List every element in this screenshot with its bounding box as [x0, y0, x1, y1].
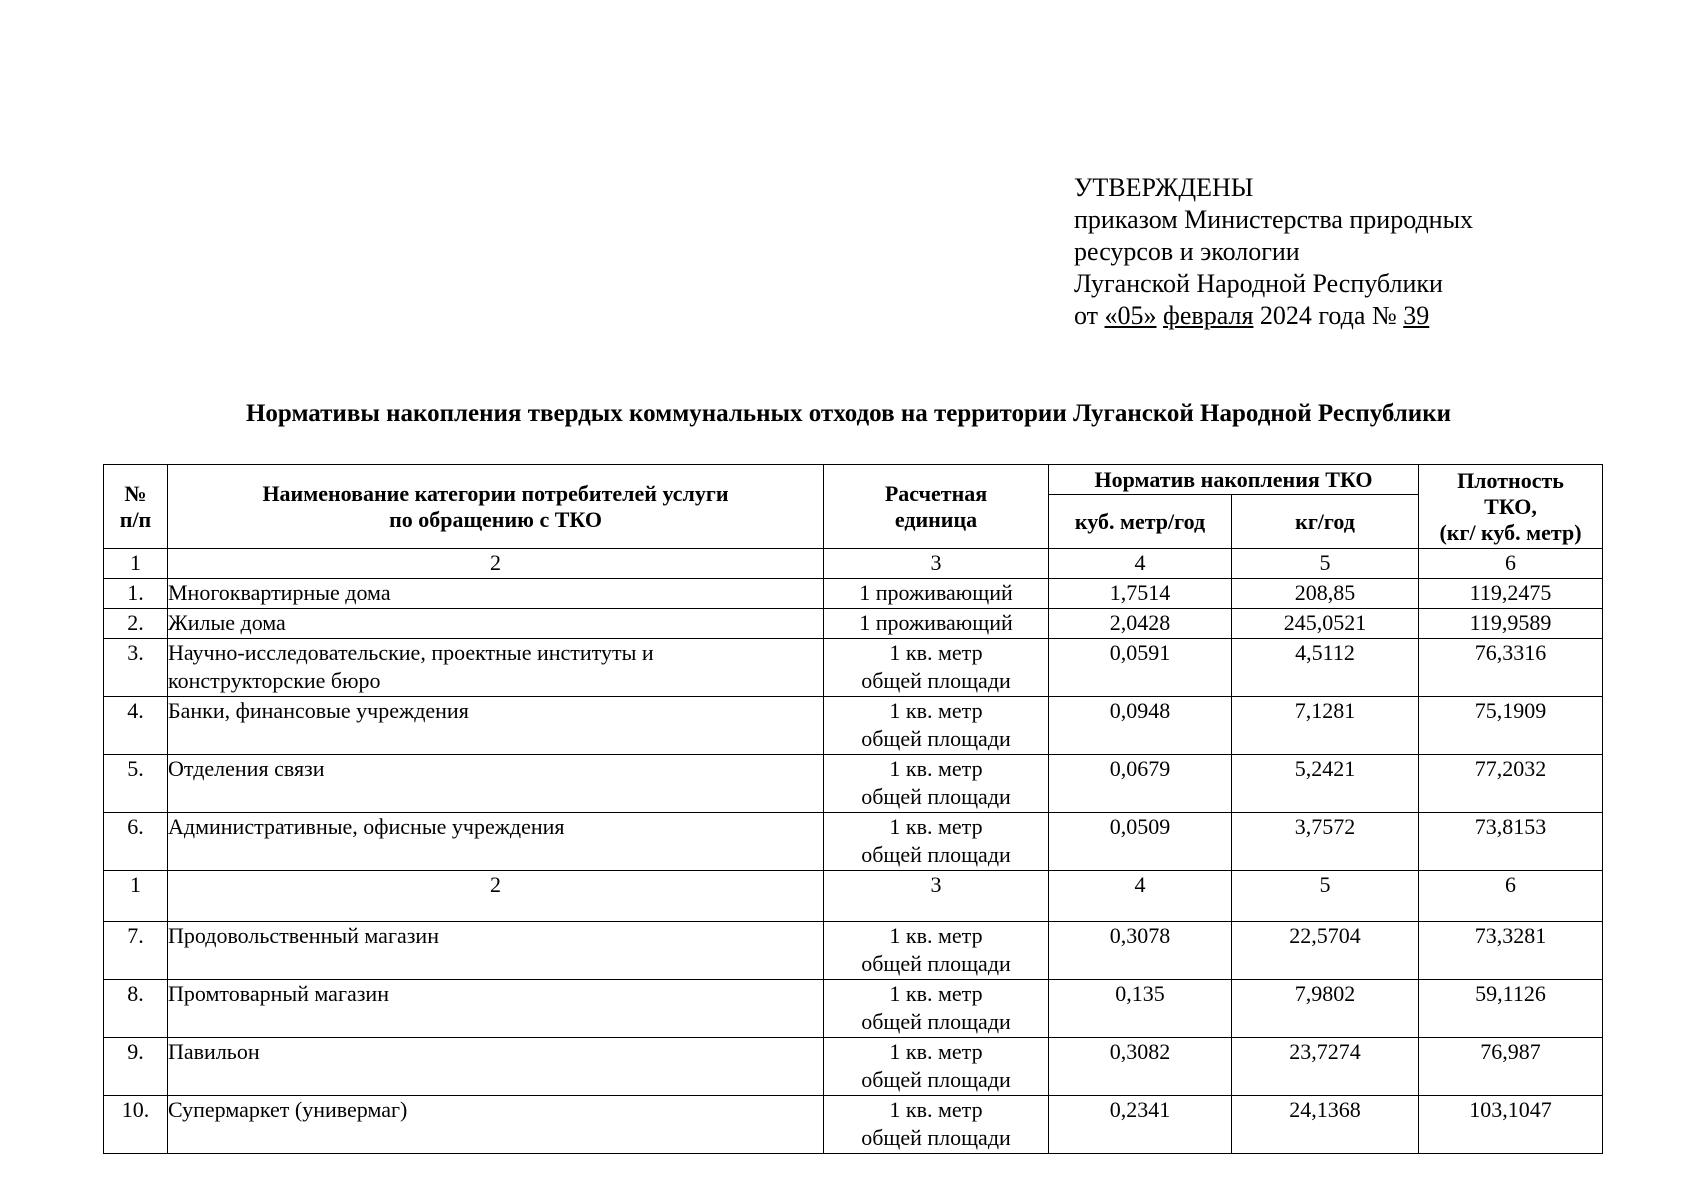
- density-value: 119,2475: [1419, 579, 1603, 609]
- column-number: 2: [168, 871, 824, 922]
- table-row: [104, 980, 1603, 1038]
- approval-line: ресурсов и экологии: [1074, 237, 1300, 266]
- order-number: 39: [1403, 301, 1430, 330]
- density-value: 119,9589: [1419, 609, 1603, 639]
- calculation-unit-line: 1 кв. метр: [889, 1039, 983, 1064]
- column-number-row: [104, 549, 1603, 579]
- norm-mass-value: 5,2421: [1232, 755, 1419, 813]
- calculation-unit: [824, 1038, 1049, 1096]
- category-name: [168, 1038, 824, 1096]
- density-value: 75,1909: [1419, 697, 1603, 755]
- category-name: [168, 697, 824, 755]
- column-number: 3: [824, 549, 1049, 579]
- density-value: 103,1047: [1419, 1096, 1603, 1154]
- approval-line: Луганской Народной Республики: [1074, 269, 1443, 298]
- table-row: [104, 697, 1603, 755]
- calculation-unit: [824, 639, 1049, 697]
- header-unit: Расчетная единица: [824, 465, 1049, 549]
- calculation-unit-line: общей площади: [861, 668, 1011, 693]
- category-name: [168, 1096, 824, 1154]
- table-row: [104, 1038, 1603, 1096]
- norm-volume-value: 0,3082: [1049, 1038, 1232, 1096]
- table-row: [104, 922, 1603, 980]
- calculation-unit: [824, 697, 1049, 755]
- category-name-line: Отделения связи: [168, 756, 325, 781]
- norms-table: [103, 464, 1603, 1154]
- row-number: 5.: [104, 755, 168, 813]
- norm-volume-value: 0,3078: [1049, 922, 1232, 980]
- column-number: 6: [1419, 549, 1603, 579]
- norm-mass-value: 245,0521: [1232, 609, 1419, 639]
- approval-date-line: [1074, 300, 1473, 332]
- calculation-unit-line: 1 кв. метр: [889, 981, 983, 1006]
- norm-mass-value: 22,5704: [1232, 922, 1419, 980]
- order-month: февраля: [1163, 301, 1254, 330]
- column-number-row: [104, 871, 1603, 922]
- column-number: 1: [104, 549, 168, 579]
- density-value: 73,3281: [1419, 922, 1603, 980]
- approval-heading: УТВЕРЖДЕНЫ: [1074, 173, 1254, 202]
- calculation-unit: [824, 922, 1049, 980]
- norm-mass-value: 208,85: [1232, 579, 1419, 609]
- row-number: 1.: [104, 579, 168, 609]
- table-body-part2: [104, 871, 1603, 1154]
- calculation-unit-line: общей площади: [861, 842, 1011, 867]
- calculation-unit-line: общей площади: [861, 726, 1011, 751]
- column-number: 3: [824, 871, 1049, 922]
- document-title: Нормативы накопления твердых коммунальных отходов на территории Луганской Народной Республики: [245, 400, 1452, 427]
- calculation-unit: [824, 609, 1049, 639]
- row-number: 7.: [104, 922, 168, 980]
- calculation-unit-line: 1 кв. метр: [889, 923, 983, 948]
- norm-mass-value: 23,7274: [1232, 1038, 1419, 1096]
- category-name: [168, 755, 824, 813]
- table-row: [104, 1096, 1603, 1154]
- category-name: [168, 980, 824, 1038]
- column-number: 5: [1232, 549, 1419, 579]
- row-number: 2.: [104, 609, 168, 639]
- norm-volume-value: 0,0591: [1049, 639, 1232, 697]
- category-name: [168, 579, 824, 609]
- norm-volume-value: 0,0509: [1049, 813, 1232, 871]
- table-row: [104, 639, 1603, 697]
- norm-mass-value: 7,9802: [1232, 980, 1419, 1038]
- column-number: 5: [1232, 871, 1419, 922]
- category-name-line: Многоквартирные дома: [168, 580, 391, 605]
- norm-volume-value: 0,0948: [1049, 697, 1232, 755]
- header-category-name: Наименование категории потребителей услуги по обращению с ТКО: [168, 465, 824, 549]
- header-norm-volume: куб. метр/год: [1049, 495, 1232, 549]
- norm-mass-value: 4,5112: [1232, 639, 1419, 697]
- calculation-unit: [824, 1096, 1049, 1154]
- category-name-line: Промтоварный магазин: [168, 981, 389, 1006]
- header-density: Плотность ТКО, (кг/ куб. метр): [1419, 465, 1603, 549]
- approval-stamp: [1074, 172, 1473, 332]
- order-day: «05»: [1104, 301, 1157, 330]
- table-row: [104, 813, 1603, 871]
- calculation-unit-line: 1 кв. метр: [889, 814, 983, 839]
- column-number: 4: [1049, 549, 1232, 579]
- norm-mass-value: 7,1281: [1232, 697, 1419, 755]
- table-row: [104, 609, 1603, 639]
- norm-mass-value: 3,7572: [1232, 813, 1419, 871]
- column-number: 1: [104, 871, 168, 922]
- calculation-unit-line: 1 кв. метр: [889, 1097, 983, 1122]
- date-prefix: от: [1074, 301, 1105, 330]
- header-num: № п/п: [104, 465, 168, 549]
- row-number: 9.: [104, 1038, 168, 1096]
- row-number: 3.: [104, 639, 168, 697]
- norm-volume-value: 0,0679: [1049, 755, 1232, 813]
- header-norm: Норматив накопления ТКО: [1049, 465, 1419, 495]
- calculation-unit-line: общей площади: [861, 1125, 1011, 1150]
- row-number: 6.: [104, 813, 168, 871]
- approval-line: приказом Министерства природных: [1074, 205, 1474, 234]
- calculation-unit: [824, 980, 1049, 1038]
- calculation-unit-line: 1 проживающий: [859, 580, 1013, 605]
- row-number: 10.: [104, 1096, 168, 1154]
- category-name-line: Научно-исследовательские, проектные институты и: [168, 640, 654, 665]
- norm-mass-value: 24,1368: [1232, 1096, 1419, 1154]
- calculation-unit-line: общей площади: [861, 1067, 1011, 1092]
- table-row: [104, 579, 1603, 609]
- category-name-line: Павильон: [168, 1039, 260, 1064]
- category-name: [168, 813, 824, 871]
- row-number: 4.: [104, 697, 168, 755]
- category-name-line: конструкторские бюро: [168, 668, 381, 693]
- norm-volume-value: 1,7514: [1049, 579, 1232, 609]
- density-value: 77,2032: [1419, 755, 1603, 813]
- column-number: 4: [1049, 871, 1232, 922]
- calculation-unit-line: общей площади: [861, 1009, 1011, 1034]
- density-value: 76,3316: [1419, 639, 1603, 697]
- calculation-unit-line: общей площади: [861, 784, 1011, 809]
- density-value: 59,1126: [1419, 980, 1603, 1038]
- header-norm-mass: кг/год: [1232, 495, 1419, 549]
- table-row: [104, 755, 1603, 813]
- calculation-unit: [824, 579, 1049, 609]
- category-name-line: Банки, финансовые учреждения: [168, 698, 469, 723]
- calculation-unit-line: 1 проживающий: [859, 610, 1013, 635]
- calculation-unit: [824, 755, 1049, 813]
- density-value: 73,8153: [1419, 813, 1603, 871]
- norm-volume-value: 0,135: [1049, 980, 1232, 1038]
- category-name: [168, 639, 824, 697]
- category-name-line: Продовольственный магазин: [168, 923, 439, 948]
- calculation-unit-line: 1 кв. метр: [889, 756, 983, 781]
- row-number: 8.: [104, 980, 168, 1038]
- order-year: 2024 года №: [1253, 301, 1404, 330]
- category-name: [168, 922, 824, 980]
- norm-volume-value: 2,0428: [1049, 609, 1232, 639]
- calculation-unit: [824, 813, 1049, 871]
- category-name-line: Жилые дома: [168, 610, 286, 635]
- density-value: 76,987: [1419, 1038, 1603, 1096]
- category-name: [168, 609, 824, 639]
- calculation-unit-line: общей площади: [861, 951, 1011, 976]
- column-number: 6: [1419, 871, 1603, 922]
- calculation-unit-line: 1 кв. метр: [889, 640, 983, 665]
- table-body-part1: [104, 549, 1603, 871]
- calculation-unit-line: 1 кв. метр: [889, 698, 983, 723]
- norm-volume-value: 0,2341: [1049, 1096, 1232, 1154]
- category-name-line: Супермаркет (универмаг): [168, 1097, 408, 1122]
- column-number: 2: [168, 549, 824, 579]
- category-name-line: Административные, офисные учреждения: [168, 814, 565, 839]
